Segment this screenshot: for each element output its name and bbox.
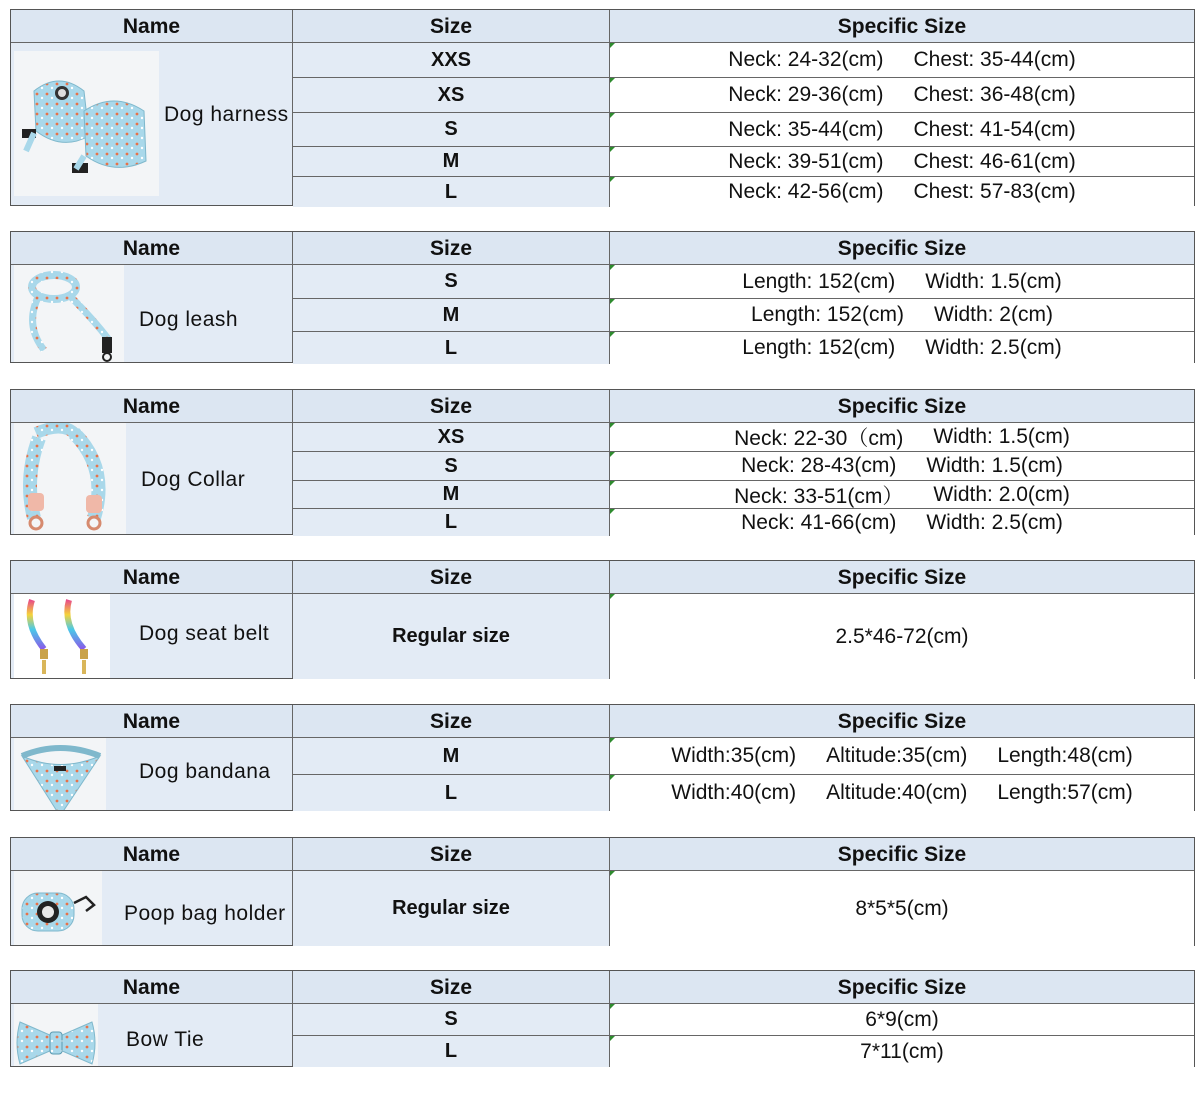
table-header <box>11 390 1194 423</box>
size-cell: L <box>293 1036 610 1067</box>
spec-value: Length: 152(cm) <box>751 303 904 326</box>
table-row <box>293 738 1194 775</box>
spec-value: Length:57(cm) <box>997 781 1133 804</box>
poop-bag-holder-photo-icon <box>14 871 102 945</box>
size-cell: M <box>293 738 610 774</box>
header-size: Size <box>293 390 610 423</box>
spec-value: Neck: 22-30（cm) <box>734 427 904 450</box>
header-name: Name <box>11 971 293 1004</box>
size-cell: M <box>293 147 610 176</box>
size-cell: XS <box>293 78 610 112</box>
spec-value: Altitude:40(cm) <box>826 781 968 804</box>
header-specific-size: Specific Size <box>837 395 967 418</box>
specific-size-cell <box>610 423 1194 451</box>
specific-size-cell <box>610 1004 1194 1035</box>
table-row <box>293 113 1194 147</box>
spec-value: Width: 2(cm) <box>933 303 1053 326</box>
table-header <box>11 10 1194 43</box>
size-table-dog-harness <box>10 9 1195 206</box>
spec-value: Neck: 39-51(cm) <box>728 149 884 173</box>
table-row <box>293 775 1194 811</box>
size-cell: L <box>293 775 610 811</box>
table-row <box>293 43 1194 78</box>
header-name: Name <box>11 232 293 265</box>
table-row <box>293 299 1194 332</box>
spec-value: Width: 1.5(cm) <box>933 425 1070 448</box>
header-name: Name <box>11 390 293 423</box>
size-cell: M <box>293 299 610 331</box>
size-table-dog-collar <box>10 389 1195 535</box>
specific-size-cell <box>610 452 1194 480</box>
table-row <box>293 1036 1194 1067</box>
header-specific-size: Specific Size <box>837 843 967 866</box>
specific-size-cell <box>610 332 1194 364</box>
specific-size-cell <box>610 594 1194 679</box>
size-cell: M <box>293 481 610 508</box>
size-cell: L <box>293 332 610 364</box>
spec-value: Neck: 42-56(cm) <box>728 180 884 203</box>
header-name: Name <box>11 838 293 871</box>
size-cell: XS <box>293 423 610 451</box>
table-row <box>293 1004 1194 1036</box>
spec-value: Width: 1.5(cm) <box>925 269 1062 293</box>
table-row <box>293 177 1194 207</box>
specific-size-cell <box>610 775 1194 811</box>
specific-size-cell <box>610 265 1194 298</box>
specific-size-cell <box>610 299 1194 331</box>
spec-value: Neck: 33-51(cm） <box>734 484 904 508</box>
product-name-cell <box>11 594 293 678</box>
spec-value: Length: 152(cm) <box>742 336 896 359</box>
product-name-cell <box>11 738 293 810</box>
table-row <box>293 332 1194 364</box>
table-row <box>293 871 1194 946</box>
spec-value: Chest: 35-44(cm) <box>913 48 1076 71</box>
table-header <box>11 971 1194 1004</box>
dog-leash-photo-icon <box>14 265 124 362</box>
spec-value: Neck: 35-44(cm) <box>728 117 884 141</box>
product-name: Dog seat belt <box>139 622 270 645</box>
spec-value: Neck: 29-36(cm) <box>728 83 884 106</box>
header-specific-size: Specific Size <box>837 976 967 999</box>
header-name: Name <box>11 705 293 738</box>
dog-bandana-photo-icon <box>14 738 106 810</box>
table-header <box>11 561 1194 594</box>
size-table-poop-bag-holder <box>10 837 1195 946</box>
specific-size-cell <box>610 871 1194 946</box>
spec-value: Neck: 28-43(cm) <box>741 454 897 477</box>
specific-size-cell <box>610 1036 1194 1067</box>
spec-value: Neck: 24-32(cm) <box>728 48 884 71</box>
table-header <box>11 838 1194 871</box>
product-name: Dog Collar <box>141 468 246 491</box>
product-name: Dog leash <box>139 308 239 331</box>
spec-value: 6*9(cm) <box>865 1007 939 1031</box>
size-cell: Regular size <box>293 594 610 679</box>
size-cell: Regular size <box>293 871 610 946</box>
bow-tie-photo-icon <box>14 1004 98 1066</box>
size-cell: S <box>293 1004 610 1035</box>
header-specific-size: Specific Size <box>837 237 967 260</box>
size-table-dog-leash <box>10 231 1195 363</box>
table-row <box>293 78 1194 113</box>
size-cell: S <box>293 113 610 146</box>
specific-size-cell <box>610 43 1194 77</box>
size-cell: S <box>293 265 610 298</box>
table-header <box>11 705 1194 738</box>
dog-seat-belt-photo-icon <box>14 594 110 678</box>
spec-value: Width:35(cm) <box>671 744 797 767</box>
spec-value: Neck: 41-66(cm) <box>741 510 897 534</box>
product-name-cell <box>11 423 293 534</box>
table-row <box>293 481 1194 509</box>
header-size: Size <box>293 838 610 871</box>
product-name: Dog harness <box>164 103 289 126</box>
table-row <box>293 423 1194 452</box>
spec-value: Width: 2.0(cm) <box>933 482 1070 506</box>
spec-value: Chest: 36-48(cm) <box>913 83 1076 106</box>
spec-value: 7*11(cm) <box>860 1039 944 1063</box>
header-specific-size: Specific Size <box>837 566 967 589</box>
specific-size-cell <box>610 147 1194 176</box>
table-row <box>293 452 1194 481</box>
product-name-cell <box>11 1004 293 1066</box>
size-cell: L <box>293 177 610 207</box>
table-header <box>11 232 1194 265</box>
specific-size-cell <box>610 177 1194 207</box>
spec-value: Width: 1.5(cm) <box>926 454 1063 477</box>
size-cell: L <box>293 509 610 536</box>
specific-size-cell <box>610 738 1194 774</box>
product-name-cell <box>11 871 293 945</box>
product-name: Poop bag holder <box>124 902 286 925</box>
table-row <box>293 147 1194 177</box>
product-name-cell <box>11 43 293 205</box>
header-size: Size <box>293 705 610 738</box>
product-name: Dog bandana <box>139 760 271 783</box>
table-row <box>293 265 1194 299</box>
specific-size-cell <box>610 113 1194 146</box>
header-specific-size: Specific Size <box>837 15 967 38</box>
size-table-dog-bandana <box>10 704 1195 811</box>
spec-value: Chest: 41-54(cm) <box>913 117 1076 141</box>
table-row <box>293 509 1194 536</box>
spec-value: 8*5*5(cm) <box>855 896 949 920</box>
size-table-dog-seat-belt <box>10 560 1195 679</box>
spec-value: Chest: 57-83(cm) <box>913 180 1076 203</box>
specific-size-cell <box>610 78 1194 112</box>
spec-value: 2.5*46-72(cm) <box>835 624 969 648</box>
spec-value: Width: 2.5(cm) <box>926 510 1063 534</box>
header-name: Name <box>11 561 293 594</box>
product-name: Bow Tie <box>126 1028 205 1051</box>
header-size: Size <box>293 561 610 594</box>
spec-value: Width:40(cm) <box>671 781 797 804</box>
specific-size-cell <box>610 509 1194 536</box>
header-size: Size <box>293 232 610 265</box>
spec-value: Width: 2.5(cm) <box>925 336 1062 359</box>
specific-size-cell <box>610 481 1194 508</box>
dog-harness-photo-icon <box>14 51 159 196</box>
spec-value: Chest: 46-61(cm) <box>913 149 1076 173</box>
size-cell: S <box>293 452 610 480</box>
dog-collar-photo-icon <box>14 423 126 534</box>
spec-value: Length: 152(cm) <box>742 269 896 293</box>
spec-value: Length:48(cm) <box>997 744 1133 767</box>
header-specific-size: Specific Size <box>837 710 967 733</box>
header-size: Size <box>293 971 610 1004</box>
header-name: Name <box>11 10 293 43</box>
spec-value: Altitude:35(cm) <box>826 744 968 767</box>
table-row <box>293 594 1194 679</box>
size-table-bow-tie <box>10 970 1195 1067</box>
product-name-cell <box>11 265 293 362</box>
header-size: Size <box>293 10 610 43</box>
size-cell: XXS <box>293 43 610 77</box>
